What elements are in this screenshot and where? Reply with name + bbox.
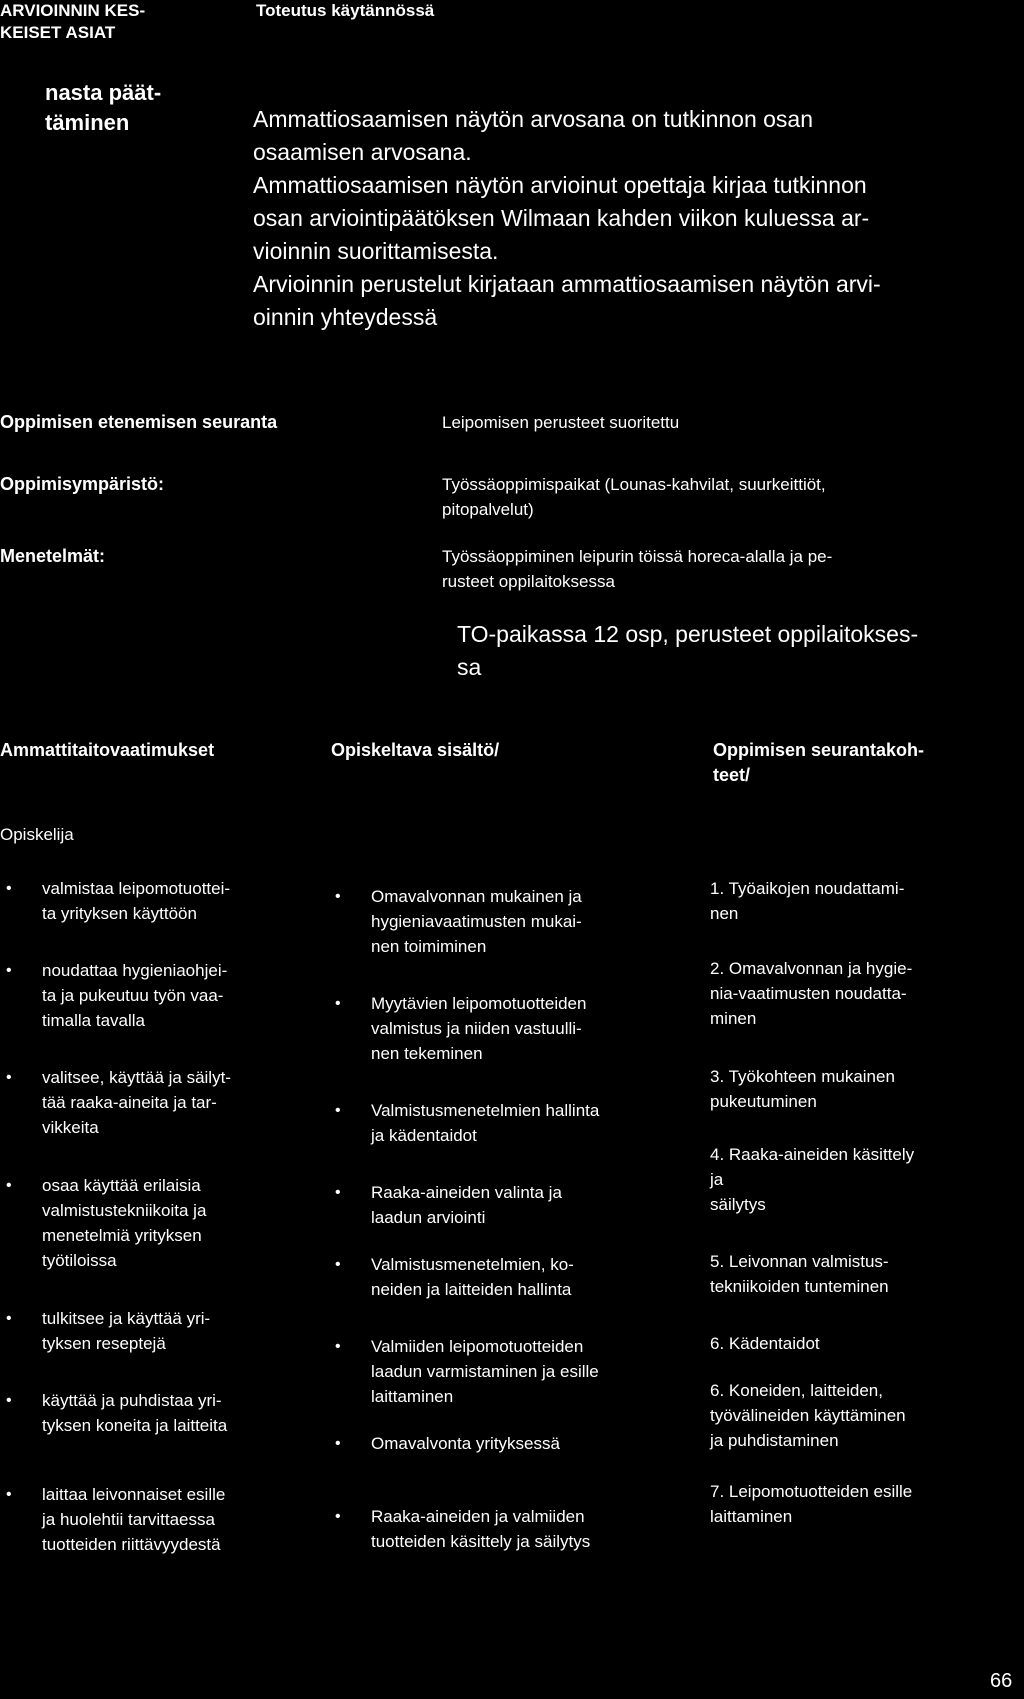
list-item-line: • Raaka-aineiden valinta ja [371,1183,562,1202]
list-item-line: • tulkitsee ja käyttää yri- [42,1309,211,1328]
decision-line: Ammattiosaamisen näytön arvioinut opettaja kirjaa tutkinnon [253,172,867,198]
list-item-line: • Raaka-aineiden ja valmiiden [371,1507,585,1526]
list-item-line: nen [710,904,739,923]
assessment-list [710,876,1010,1529]
list-item [710,1249,1010,1299]
header-line: ARVIOINNIN KES- [0,1,146,20]
col-header-content: Opiskeltava sisältö/ [331,740,500,760]
list-item [335,1334,695,1409]
requirements-list [6,876,306,1557]
decision-line: osan arviointipäätöksen Wilmaan kahden viikon kuluessa ar- [253,205,870,231]
list-item-line: timalla tavalla [42,1011,145,1030]
list-item-line: ja [710,1170,724,1189]
list-item-line: laadun varmistaminen ja esille [371,1362,599,1381]
list-item [710,1331,1010,1356]
list-item-line: ja huolehtii tarvittaessa [42,1510,215,1529]
list-item-line: 7. Leipomotuotteiden esille [710,1482,913,1501]
list-item [6,1173,306,1273]
list-item-line: • Valmistusmenetelmien hallinta [371,1101,600,1120]
list-item-line: menetelmiä yrityksen [42,1226,202,1245]
list-item-line: tyksen reseptejä [42,1334,166,1353]
decision-line: Ammattiosaamisen näytön arvosana on tutkinnon osan [253,106,813,132]
decision-label [45,78,161,138]
list-item-line: työvälineiden käyttäminen [710,1406,906,1425]
list-item-line: nia-vaatimusten noudatta- [710,984,907,1003]
progress-label: Oppimisen etenemisen seuranta [0,412,278,432]
list-item-line: työtiloissa [42,1251,117,1270]
methods-label: Menetelmät: [0,546,106,566]
decision-line: oinnin yhteydessä [253,304,438,330]
list-item [335,1504,695,1554]
list-item [335,884,695,959]
col-header-requirements: Ammattitaitovaatimukset [0,740,215,760]
list-item [710,1479,1010,1529]
list-item-line: ja kädentaidot [371,1126,477,1145]
list-item-line: • Valmiiden leipomotuotteiden [371,1337,584,1356]
list-item [710,956,1010,1031]
content-list [335,884,695,1554]
decision-label-line: täminen [45,110,130,135]
list-item-line: tekniikoiden tunteminen [710,1277,889,1296]
list-item-line: • käyttää ja puhdistaa yri- [42,1391,222,1410]
methods-value-line: Työssäoppiminen leipurin töissä horeca-alalla ja pe- [442,547,833,566]
list-item-line: • Omavalvonta yrityksessä [371,1434,560,1453]
list-item-line: • noudattaa hygieniaohjei- [42,961,228,980]
methods-value-line: rusteet oppilaitoksessa [442,572,615,591]
list-item [6,1482,306,1557]
list-item [335,1180,695,1230]
decision-line: vioinnin suorittamisesta. [253,238,499,264]
col-header-line: teet/ [713,765,751,785]
list-item-line: valmistustekniikoita ja [42,1201,207,1220]
list-item-line: 4. Raaka-aineiden käsittely [710,1145,915,1164]
list-item-line: tää raaka-aineita ja tar- [42,1093,217,1112]
list-item-line: ta yrityksen käyttöön [42,904,197,923]
subject-label: Opiskelija [0,825,74,844]
list-item-line: tyksen koneita ja laitteita [42,1416,228,1435]
list-item [6,1388,306,1438]
progress-value-line: Leipomisen perusteet suoritettu [442,413,680,432]
environment-value [442,472,826,522]
list-item-line: • Valmistusmenetelmien, ko- [371,1255,574,1274]
list-item-line: 5. Leivonnan valmistus- [710,1252,889,1271]
list-item [335,1431,695,1456]
list-item-line: 3. Työkohteen mukainen [710,1067,895,1086]
list-item-line: • osaa käyttää erilaisia [42,1176,201,1195]
list-item-line: 6. Koneiden, laitteiden, [710,1381,883,1400]
list-item [335,1252,695,1302]
list-item-line: • Omavalvonnan mukainen ja [371,887,582,906]
list-item-line: laadun arviointi [371,1208,486,1227]
environment-label: Oppimisympäristö: [0,474,165,494]
list-item-line: vikkeita [42,1118,99,1137]
list-item [710,1142,1010,1217]
list-item-line: 2. Omavalvonnan ja hygie- [710,959,913,978]
list-item-line: • laittaa leivonnaiset esille [42,1485,226,1504]
list-item [710,876,1010,926]
list-item-line: tuotteiden riittävyydestä [42,1535,221,1554]
list-item-line: valmistus ja niiden vastuulli- [371,1019,582,1038]
list-item-line: 6. Kädentaidot [710,1334,820,1353]
list-item-line: • valitsee, käyttää ja säilyt- [42,1068,231,1087]
header-implementation: Toteutus käytännössä [256,1,435,20]
list-item-line: ja puhdistaminen [710,1431,839,1450]
list-item [710,1378,1010,1453]
decision-text [253,103,1023,334]
list-item-line: laittaminen [371,1387,454,1406]
list-item [6,876,306,926]
methods-value [442,544,832,594]
list-item [6,958,306,1033]
list-item-line: 1. Työaikojen noudattami- [710,879,905,898]
list-item-line: minen [710,1009,757,1028]
page-number: 66 [990,1670,1013,1692]
environment-value-line: Työssäoppimispaikat (Lounas-kahvilat, suurkeittiöt, [442,475,826,494]
col-header-line: Oppimisen seurantakoh- [713,740,925,760]
decision-line: Arvioinnin perustelut kirjataan ammattiosaamisen näytön arvi- [253,271,881,297]
progress-value [442,410,679,435]
placement-note-line: sa [457,654,482,680]
list-item-line: • valmistaa leipomotuottei- [42,879,231,898]
list-item [710,1064,1010,1114]
header-assessment-label [0,0,200,44]
environment-value-line: pitopalvelut) [442,500,534,519]
col-header-assessment [713,738,924,788]
list-item [335,1098,695,1148]
list-item-line: pukeutuminen [710,1092,817,1111]
decision-line: osaamisen arvosana. [253,139,472,165]
list-item-line: laittaminen [710,1507,793,1526]
placement-note [457,618,918,684]
list-item-line: säilytys [710,1195,766,1214]
decision-label-line: nasta päät- [45,80,162,105]
list-item-line: nen toimiminen [371,937,487,956]
list-item-line: • Myytävien leipomotuotteiden [371,994,587,1013]
list-item [6,1065,306,1140]
list-item [335,991,695,1066]
header-line: KEISET ASIAT [0,23,116,42]
list-item [6,1306,306,1356]
list-item-line: neiden ja laitteiden hallinta [371,1280,572,1299]
list-item-line: nen tekeminen [371,1044,483,1063]
list-item-line: hygieniavaatimusten mukai- [371,912,582,931]
placement-note-line: TO-paikassa 12 osp, perusteet oppilaitokses- [457,621,919,647]
list-item-line: tuotteiden käsittely ja säilytys [371,1532,591,1551]
list-item-line: ta ja pukeutuu työn vaa- [42,986,224,1005]
